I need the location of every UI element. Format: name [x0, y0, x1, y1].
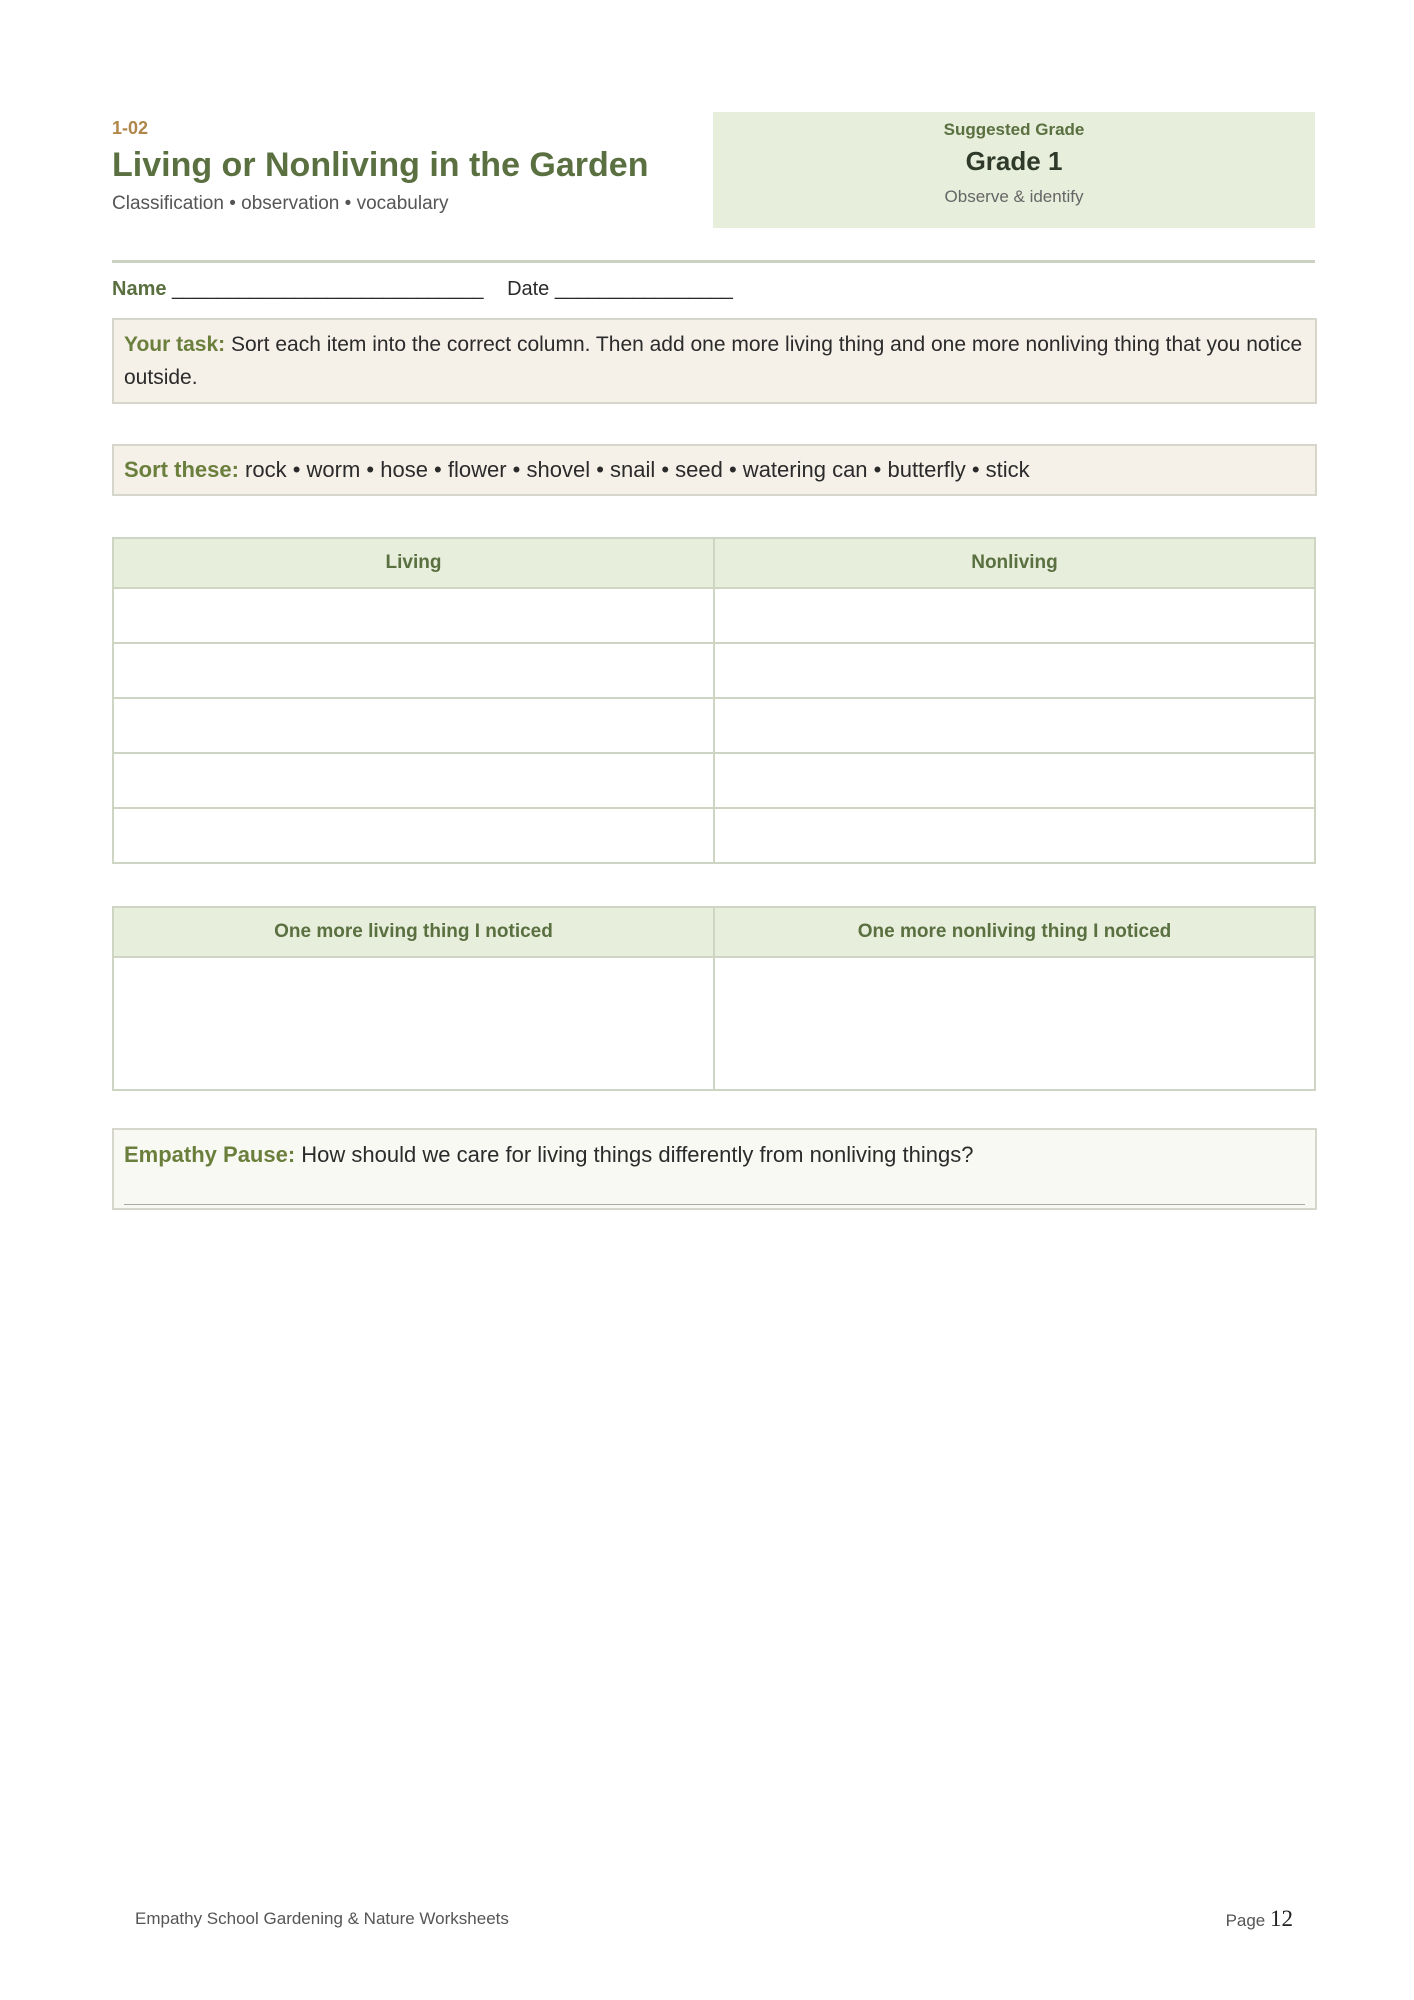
extra-living-cell[interactable] — [113, 957, 714, 1090]
date-blank[interactable]: ________________ — [554, 278, 733, 300]
sort-items-box — [112, 444, 1317, 496]
date-label: Date — [507, 278, 550, 300]
name-label: Name — [112, 278, 167, 300]
living-answer-cell[interactable] — [113, 588, 714, 643]
page-label: Page — [1225, 1911, 1266, 1930]
living-answer-cell[interactable] — [113, 643, 714, 698]
nonliving-answer-cell[interactable] — [714, 588, 1315, 643]
living-answer-cell[interactable] — [113, 753, 714, 808]
header-divider — [112, 260, 1315, 263]
extra-living-header: One more living thing I noticed — [113, 907, 714, 957]
extra-nonliving-header: One more nonliving thing I noticed — [714, 907, 1315, 957]
empathy-label: Empathy Pause: — [124, 1142, 296, 1167]
extra-nonliving-cell[interactable] — [714, 957, 1315, 1090]
table-row — [113, 588, 1315, 643]
worksheet-code: 1-02 — [112, 118, 149, 138]
table-row — [113, 753, 1315, 808]
footer-publisher: Empathy School Gardening & Nature Worksheets — [135, 1909, 509, 1928]
living-answer-cell[interactable] — [113, 808, 714, 863]
table-row — [113, 643, 1315, 698]
empathy-pause-box — [112, 1128, 1317, 1210]
sort-items: rock • worm • hose • flower • shovel • snail • seed • watering can • butterfly • stick — [245, 457, 1030, 482]
living-column-header: Living — [113, 538, 714, 588]
grade-label: Suggested Grade — [943, 120, 1085, 139]
nonliving-answer-cell[interactable] — [714, 643, 1315, 698]
nonliving-column-header: Nonliving — [714, 538, 1315, 588]
living-answer-cell[interactable] — [113, 698, 714, 753]
footer-page-number — [1226, 1906, 1293, 1932]
task-label: Your task: — [124, 333, 226, 356]
empathy-answer-line[interactable] — [124, 1204, 1305, 1205]
table-row — [113, 808, 1315, 863]
grade-note: Observe & identify — [944, 187, 1084, 206]
sort-table — [112, 537, 1316, 864]
table-row — [113, 957, 1315, 1090]
worksheet-title: Living or Nonliving in the Garden — [112, 146, 649, 184]
grade-value: Grade 1 — [965, 146, 1063, 176]
extra-noticed-table — [112, 906, 1316, 1091]
nonliving-answer-cell[interactable] — [714, 698, 1315, 753]
worksheet-header — [112, 118, 692, 215]
student-info-line — [112, 278, 733, 301]
table-row — [113, 698, 1315, 753]
name-blank[interactable]: ____________________________ — [172, 278, 484, 300]
empathy-question: How should we care for living things differently from nonliving things? — [301, 1142, 974, 1167]
task-instructions — [112, 318, 1317, 404]
worksheet-subtitle: Classification • observation • vocabulary — [112, 193, 449, 214]
worksheet-page — [112, 0, 1315, 2000]
suggested-grade-box — [713, 112, 1315, 228]
page-number: 12 — [1270, 1906, 1293, 1931]
nonliving-answer-cell[interactable] — [714, 808, 1315, 863]
nonliving-answer-cell[interactable] — [714, 753, 1315, 808]
task-text: Sort each item into the correct column. Then add one more living thing and one more nonliving thing that you notice outside. — [124, 333, 1303, 389]
sort-label: Sort these: — [124, 457, 239, 482]
